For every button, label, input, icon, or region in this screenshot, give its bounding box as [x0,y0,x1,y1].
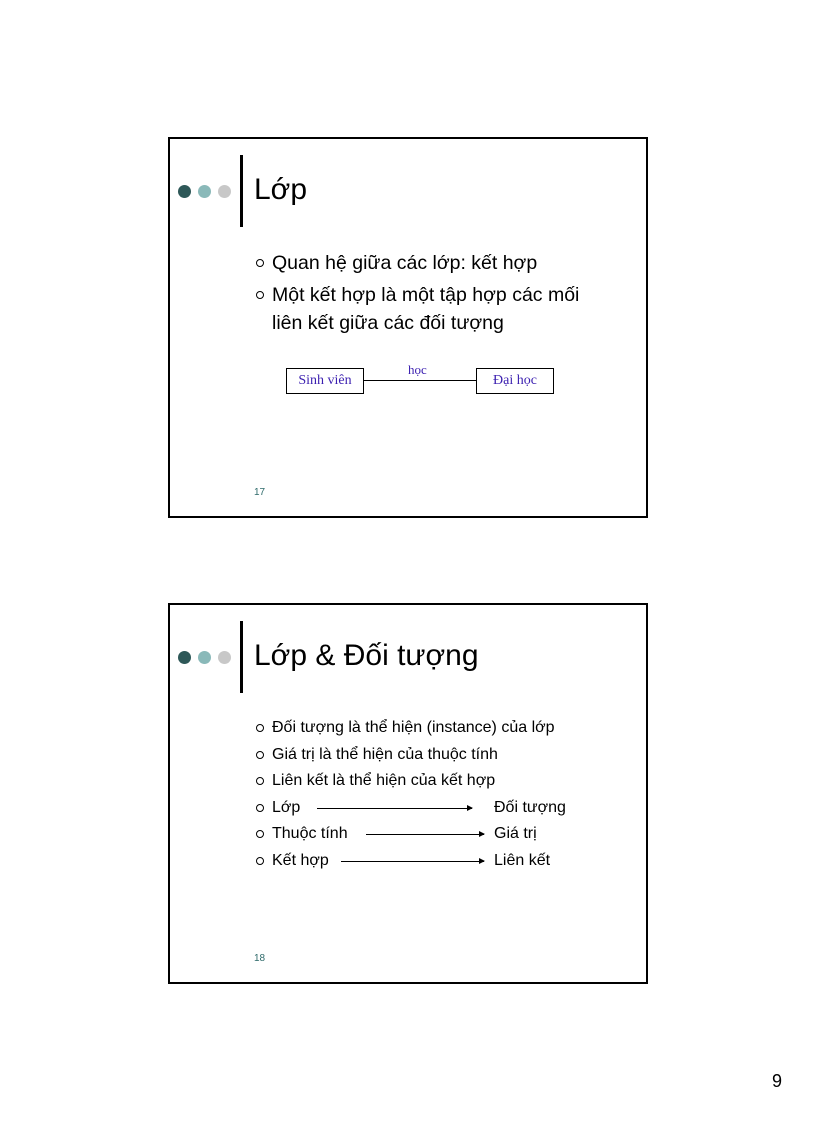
bullet-circle-icon [256,804,264,812]
list-item [256,249,612,277]
slide-18 [168,603,648,984]
mapping-from: Thuộc tính [272,825,348,843]
bullet-text: Một kết hợp là một tập hợp các mối liên kết giữa các đối tượng [272,284,580,334]
bullet-list [256,715,602,875]
page-number: 9 [772,1071,783,1091]
bullet-text: Quan hệ giữa các lớp: kết hợp [272,252,538,274]
dot-dark-icon [178,185,191,198]
association-label: học [408,362,427,377]
dot-light-icon [218,185,231,198]
dot-mid-icon [198,185,211,198]
arrow-right-icon [341,861,484,862]
bullet-text: Đối tượng là thể hiện (instance) của lớp [272,719,555,736]
association-diagram [286,362,556,396]
title-divider [240,155,243,227]
class-box-sinh-vien: Sinh viên [286,368,364,394]
mapping-to: Giá trị [494,825,537,843]
mapping-to: Liên kết [494,851,551,869]
slide-title: Lớp [254,173,308,206]
mapping-from: Lớp [272,798,301,816]
dot-light-icon [218,651,231,664]
bullet-circle-icon [256,751,264,759]
mapping-item [256,795,602,822]
list-item [256,281,612,337]
mapping-item [256,848,602,875]
mapping-from: Kết hợp [272,851,329,869]
title-divider [240,621,243,693]
dot-mid-icon [198,651,211,664]
mapping-to: Đối tượng [494,798,566,816]
bullet-circle-icon [256,291,264,299]
bullet-circle-icon [256,777,264,785]
slide-title: Lớp & Đối tượng [254,639,479,672]
bullet-circle-icon [256,259,264,267]
bullet-circle-icon [256,857,264,865]
class-box-dai-hoc: Đại học [476,368,554,394]
dot-dark-icon [178,651,191,664]
bullet-text: Liên kết là thể hiện của kết hợp [272,772,496,790]
list-item [256,715,602,742]
list-item [256,768,602,795]
bullet-circle-icon [256,724,264,732]
list-item [256,742,602,769]
association-line [364,380,476,381]
bullet-circle-icon [256,830,264,838]
bullet-text: Giá trị là thể hiện của thuộc tính [272,745,498,763]
slide-number: 18 [254,953,266,964]
arrow-right-icon [366,834,484,835]
slide-17 [168,137,648,518]
mapping-item [256,821,602,848]
slide-number: 17 [254,487,266,498]
arrow-right-icon [317,808,472,809]
bullet-list [256,249,612,341]
